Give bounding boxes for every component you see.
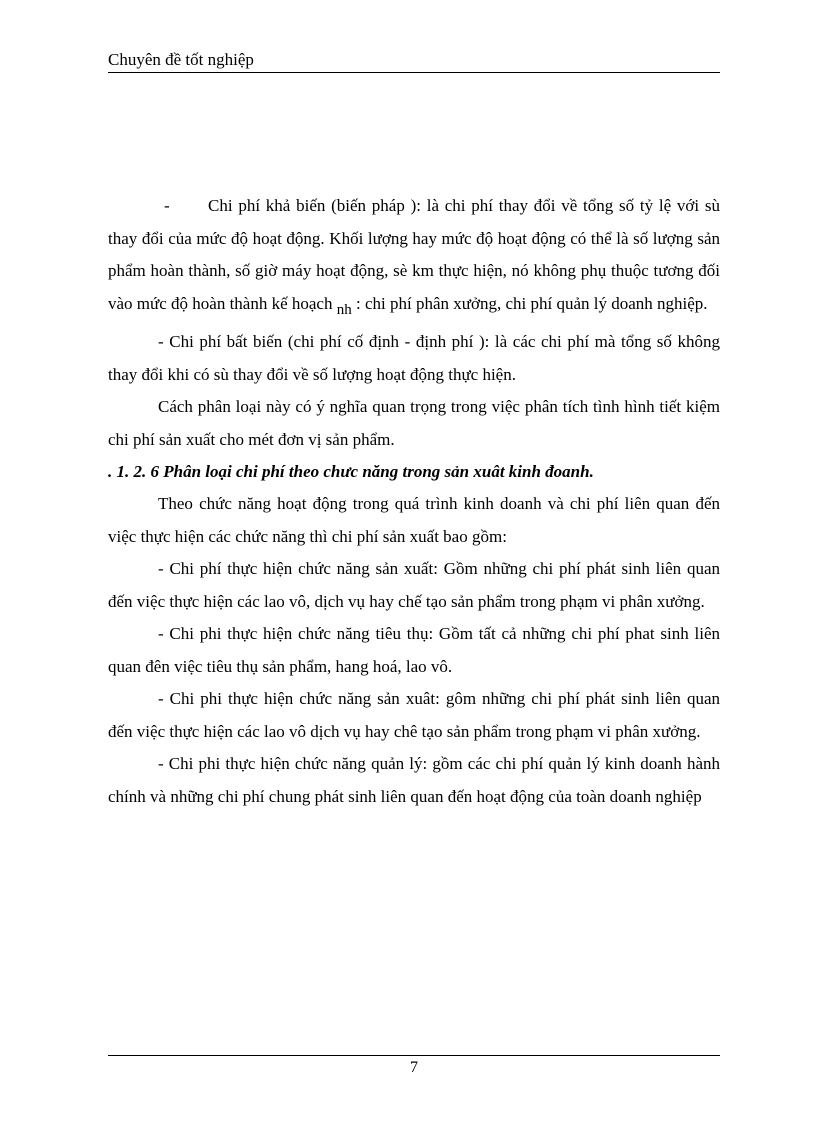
page-header (108, 50, 720, 73)
subscript-nh: nh (336, 301, 352, 318)
paragraph-classification-meaning: Cách phân loại này có ý nghĩa quan trọng trong việc phân tích tình hình tiết kiệm chi phí sản xuất cho mét đơn vị sản phẩm. (108, 397, 720, 449)
paragraph-variable-cost-text: Chi phí khả biến (biến pháp ): là chi phí thay đổi về tổng số tỷ lệ với sù thay đổi của mức độ hoạt động. Khối lượng hay mức độ hoạt động có thể là số lượng sản phẩm hoàn thành, số giờ máy hoạt động, sè km thực hiện, nó không phụ thuộc tương đối vào mức độ hoàn thành kế hoạch (108, 196, 720, 313)
paragraph-variable-cost-tail: : chi phí phân xưởng, chi phí quản lý doanh nghiệp. (351, 293, 708, 313)
paragraph-production-function: - Chi phí thực hiện chức năng sản xuất: Gồm những chi phí phát sinh liên quan đến việc thực hiện các lao vô, dịch vụ hay chế tạo sản phẩm trong phạm vi phân xưởng. (108, 559, 720, 611)
header-title: Chuyên đề tốt nghiệp (108, 50, 254, 69)
paragraph-sales-function: - Chi phi thực hiện chức năng tiêu thụ: Gồm tất cả những chi phí phat sinh liên quan đên việc tiêu thụ sản phẩm, hang hoá, lao vô. (108, 624, 720, 676)
paragraph-production-function-2: - Chi phi thực hiện chức năng sản xuât: gôm những chi phí phát sinh liên quan đến việc thực hiện các lao vô dịch vụ hay chê tạo sản phẩm trong phạm vi phân xưởng. (108, 689, 720, 741)
section-heading: . 1. 2. 6 Phân loại chi phí theo chưc năng trong sản xuât kinh đoanh. (108, 462, 594, 481)
paragraph-variable-cost (108, 190, 720, 326)
footer-divider (108, 1055, 720, 1056)
document-body (108, 190, 720, 813)
paragraph-management-function: - Chi phi thực hiện chức năng quản lý: gồm các chi phí quản lý kinh doanh hành chính và những chi phí chung phát sinh liên quan đến hoạt động của toàn doanh nghiệp (108, 754, 720, 806)
page-number: 7 (410, 1059, 418, 1076)
paragraph-function-intro: Theo chức năng hoạt động trong quá trình kinh doanh và chi phí liên quan đến việc thực hiện các chức năng thì chi phí sản xuất bao gồm: (108, 494, 720, 546)
list-dash: - (164, 196, 170, 215)
paragraph-fixed-cost: - Chi phí bất biến (chi phí cố định - định phí ): là các chi phí mà tổng số không thay đổi khi có sù thay đổi về số lượng hoạt động thực hiện. (108, 332, 720, 384)
